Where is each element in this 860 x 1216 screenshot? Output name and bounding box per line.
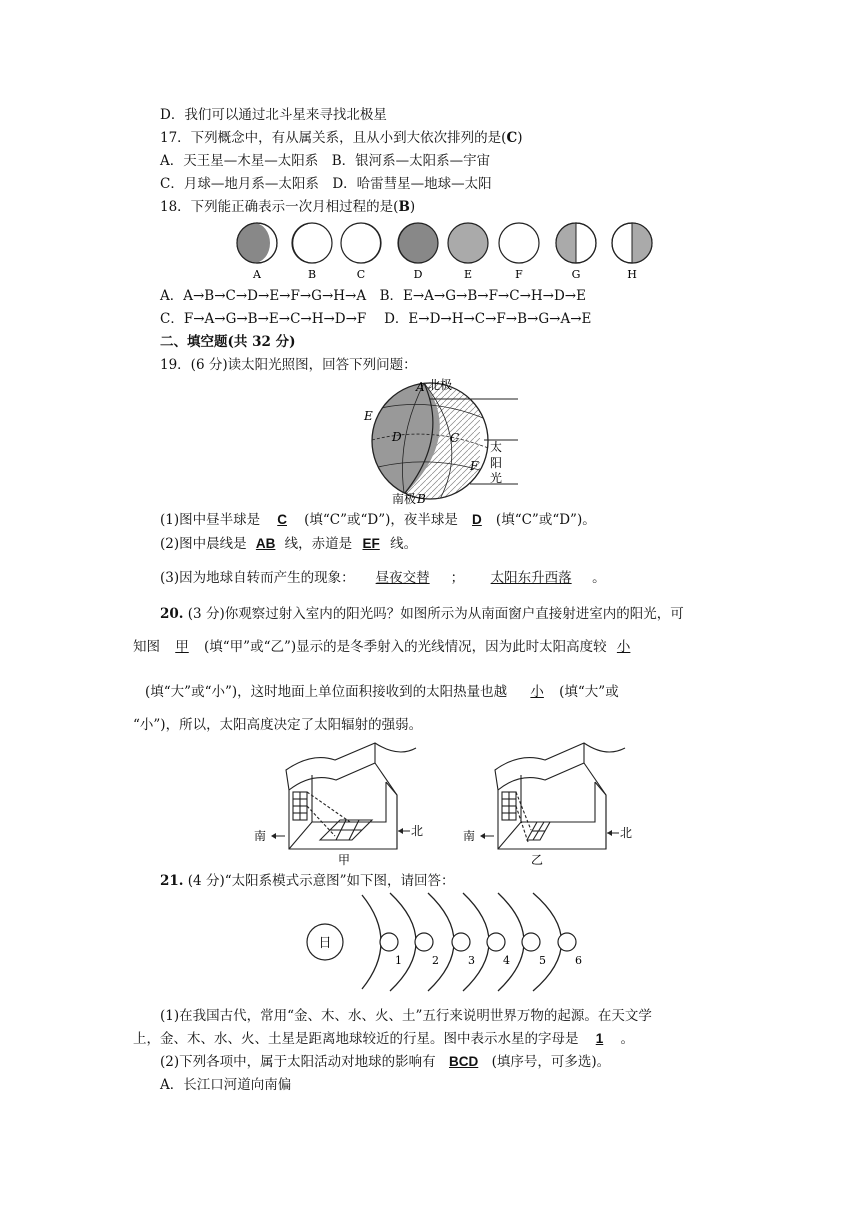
phase-label-e: E [463, 268, 473, 281]
q19-answer-equator: EF [362, 536, 380, 551]
phase-label-a: A [253, 268, 261, 281]
sun-label: 日 [318, 936, 332, 951]
q21-part1-line2 [133, 1030, 634, 1048]
q19-answer-phenomenon-2: 太阳东升西落 [490, 570, 572, 585]
planet-label-4: 4 [503, 954, 510, 967]
q19-answer-night: D [472, 512, 482, 527]
q19-part2-text-b: 线，赤道是 [284, 536, 353, 552]
q20-line4: “小”)，所以，太阳高度决定了太阳辐射的强弱。 [133, 717, 423, 733]
q21-answer-mercury: 1 [595, 1031, 604, 1046]
q19-part2-text-a: (2)图中晨线是 [160, 536, 247, 552]
q21-part1-text: 上，金、木、水、火、土星是距离地球较近的行星。图中表示水星的字母是 [133, 1031, 579, 1047]
q18-options-2: C．F→A→G→B→E→C→H→D→F D．E→D→H→C→F→B→G→A→E [160, 311, 592, 327]
planet-5 [522, 933, 540, 951]
planet-3 [452, 933, 470, 951]
q20-number: 20. [160, 606, 184, 622]
q19-answer-day: C [277, 512, 287, 527]
q21-part1-line1: (1)在我国古代，常用“金、木、水、火、土”五行来说明世界万物的起源。在天文学 [160, 1008, 652, 1024]
q18-answer: B [398, 199, 410, 215]
south-pole-label: 南极 [392, 492, 417, 506]
q20-line2-b: (填“甲”或“乙”)显示的是冬季射入的光线情况，因为此时太阳高度较 [204, 639, 607, 655]
q17-answer: C [506, 130, 518, 146]
point-a-label: A [416, 380, 425, 394]
house-jia-label: 甲 [338, 853, 351, 867]
q17-options-2: C．月球—地月系—太阳系 D．哈雷彗星—地球—太阳 [160, 176, 492, 192]
phase-label-d: D [413, 268, 423, 281]
q17-stem-text: 17．下列概念中，有从属关系，且从小到大依次排列的是( [160, 130, 507, 146]
sunlight-label-1: 太 [490, 440, 503, 454]
planet-2 [415, 933, 433, 951]
point-e-label: E [364, 409, 373, 423]
q20-answer-heat: 小 [530, 684, 544, 699]
phase-label-f: F [515, 268, 523, 281]
planet-4 [487, 933, 505, 951]
q16-option-d: D．我们可以通过北斗星来寻找北极星 [160, 107, 387, 123]
planet-label-6: 6 [575, 954, 582, 967]
point-b-label: B [417, 492, 426, 506]
q19-part1-text-b: (填“C”或“D”)，夜半球是 [304, 512, 458, 528]
sunlight-label-3: 光 [490, 471, 503, 485]
phase-label-g: G [571, 268, 581, 281]
q21-stem-text: (4 分)“太阳系模式示意图”如下图，请回答： [183, 873, 455, 889]
q21-part2 [160, 1053, 610, 1071]
q19-answer-dawn-line: AB [255, 536, 276, 551]
phase-label-b: B [307, 268, 317, 281]
house-yi-south: 南 [463, 829, 476, 843]
q19-part1-text-a: (1)图中昼半球是 [160, 512, 261, 528]
q19-part2-text-c: 线。 [390, 536, 418, 552]
section-fill-blank-title: 二、填空题(共 32 分) [160, 334, 296, 350]
planet-label-2: 2 [432, 954, 439, 967]
q17-close: ) [517, 130, 523, 146]
planet-label-5: 5 [539, 954, 546, 967]
q19-stem: 19．(6 分)读太阳光照图，回答下列问题： [160, 357, 417, 373]
house-jia-south: 南 [254, 829, 267, 843]
planet-6 [558, 933, 576, 951]
sunlight-label-2: 阳 [490, 456, 503, 470]
point-d-label: D [392, 430, 402, 444]
q20-line2-a: 知图 [133, 639, 160, 655]
q20-answer-altitude: 小 [616, 639, 631, 654]
q21-part2-text-a: (2)下列各项中，属于太阳活动对地球的影响有 [160, 1054, 436, 1070]
q17-options-1: A．天王星—木星—太阳系 B．银河系—太阳系—宇宙 [160, 153, 491, 169]
q21-part2-text-b: (填序号，可多选)。 [491, 1054, 611, 1070]
q18-options-1: A．A→B→C→D→E→F→G→H→A B．E→A→G→B→F→C→H→D→E [160, 288, 586, 304]
q20-answer-figure: 甲 [175, 639, 189, 654]
q18-stem-text: 18．下列能正确表示一次月相过程的是( [160, 199, 399, 215]
house-jia-north: 北 [411, 824, 424, 838]
planet-1 [380, 933, 398, 951]
q21-option-a: A．长江口河道向南偏 [160, 1077, 292, 1093]
q21-part1-end: 。 [620, 1031, 634, 1047]
planet-label-1: 1 [395, 954, 402, 967]
q19-part3-sep: ； [450, 570, 465, 586]
point-c-label: C [450, 431, 460, 445]
q20-line3-b: (填“大”或 [559, 684, 619, 700]
q20-line3-a: (填“大”或“小”)，这时地面上单位面积接收到的太阳热量也越 [145, 684, 508, 700]
house-yi-label: 乙 [531, 853, 544, 867]
q20-line1-text: (3 分)你观察过射入室内的阳光吗？如图所示为从南面窗户直接射进室内的阳光，可 [183, 606, 684, 622]
q21-answer-solar-activity: BCD [449, 1054, 479, 1069]
q21-number: 21. [160, 873, 184, 889]
q19-part3-end: 。 [592, 570, 606, 586]
q19-part3-text-a: (3)因为地球自转而产生的现象： [160, 570, 355, 586]
phase-label-c: C [356, 268, 366, 281]
q19-answer-phenomenon-1: 昼夜交替 [375, 570, 430, 585]
north-pole-label: 北极 [428, 378, 453, 392]
phase-label-h: H [627, 268, 637, 281]
q19-part1-text-c: (填“C”或“D”)。 [495, 512, 596, 528]
q18-close: ) [409, 199, 416, 215]
house-yi-north: 北 [620, 826, 633, 840]
point-f-label: F [470, 459, 479, 473]
planet-label-3: 3 [468, 954, 475, 967]
